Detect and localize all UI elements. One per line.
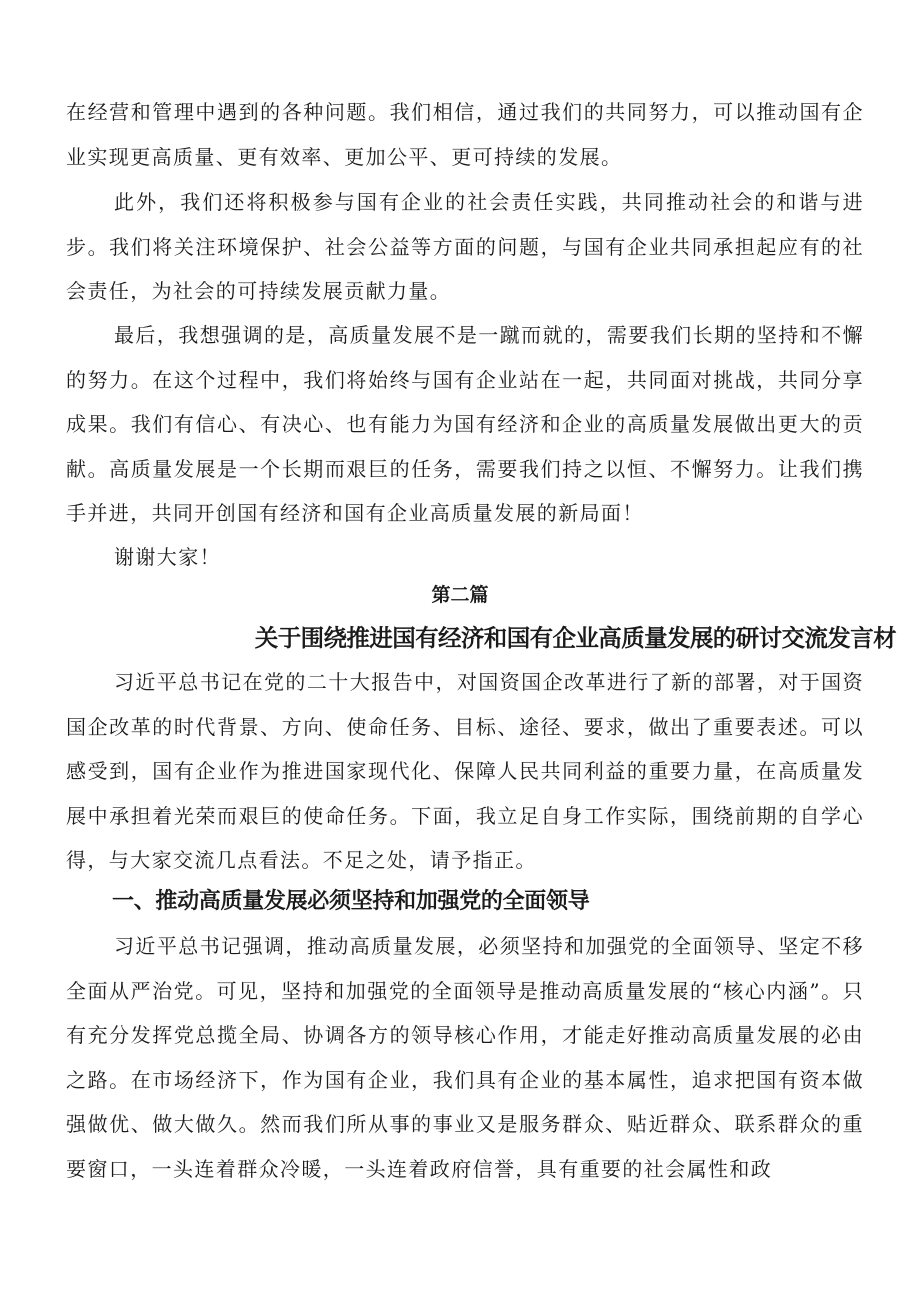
section-heading-1: 一、推动高质量发展必须坚持和加强党的全面领导	[112, 889, 590, 914]
paragraph-conclusion: 最后，我想强调的是，高质量发展不是一蹴而就的，需要我们长期的坚持和不懈的努力。在这个过程中，我们将始终与国有企业站在一起，共同面对挑战，共同分享成果。我们有信心、有决心、也有能力为国有经济和企业的高质量发展做出更大的贡献。高质量发展是一个长期而艰巨的任务，需要我们持之以恒、不懈努力。让我们携手并进，共同开创国有经济和国有企业高质量发展的新局面！	[66, 323, 864, 525]
section-1-paragraph: 习近平总书记强调，推动高质量发展，必须坚持和加强党的全面领导、坚定不移全面从严治党。可见，坚持和加强党的全面领导是推动高质量发展的“核心内涵”。只有充分发挥党总揽全局、协调各方的领导核心作用，才能走好推动高质量发展的必由之路。在市场经济下，作为国有企业，我们具有企业的基本属性，追求把国有资本做强做优、做大做久。然而我们所从事的事业又是服务群众、贴近群众、联系群众的重要窗口，一头连着群众冷暖，一头连着政府信誉，具有重要的社会属性和政	[66, 934, 864, 1181]
paragraph-continuation: 在经营和管理中遇到的各种问题。我们相信，通过我们的共同努力，可以推动国有企业实现更高质量、更有效率、更加公平、更可持续的发展。	[66, 100, 864, 169]
paragraph-thanks: 谢谢大家！	[114, 545, 221, 569]
paragraph-social-responsibility: 此外，我们还将积极参与国有企业的社会责任实践，共同推动社会的和谐与进步。我们将关注环境保护、社会公益等方面的问题，与国有企业共同承担起应有的社会责任，为社会的可持续发展贡献力量。	[66, 190, 864, 303]
section-label: 第二篇	[431, 584, 489, 606]
document-title: 关于围绕推进国有经济和国有企业高质量发展的研讨交流发言材	[254, 624, 896, 652]
intro-paragraph: 习近平总书记在党的二十大报告中，对国资国企改革进行了新的部署，对于国资国企改革的时代背景、方向、使命任务、目标、途径、要求，做出了重要表述。可以感受到，国有企业作为推进国家现代化、保障人民共同利益的重要力量，在高质量发展中承担着光荣而艰巨的使命任务。下面，我立足自身工作实际，围绕前期的自学心得，与大家交流几点看法。不足之处，请予指正。	[66, 670, 864, 872]
